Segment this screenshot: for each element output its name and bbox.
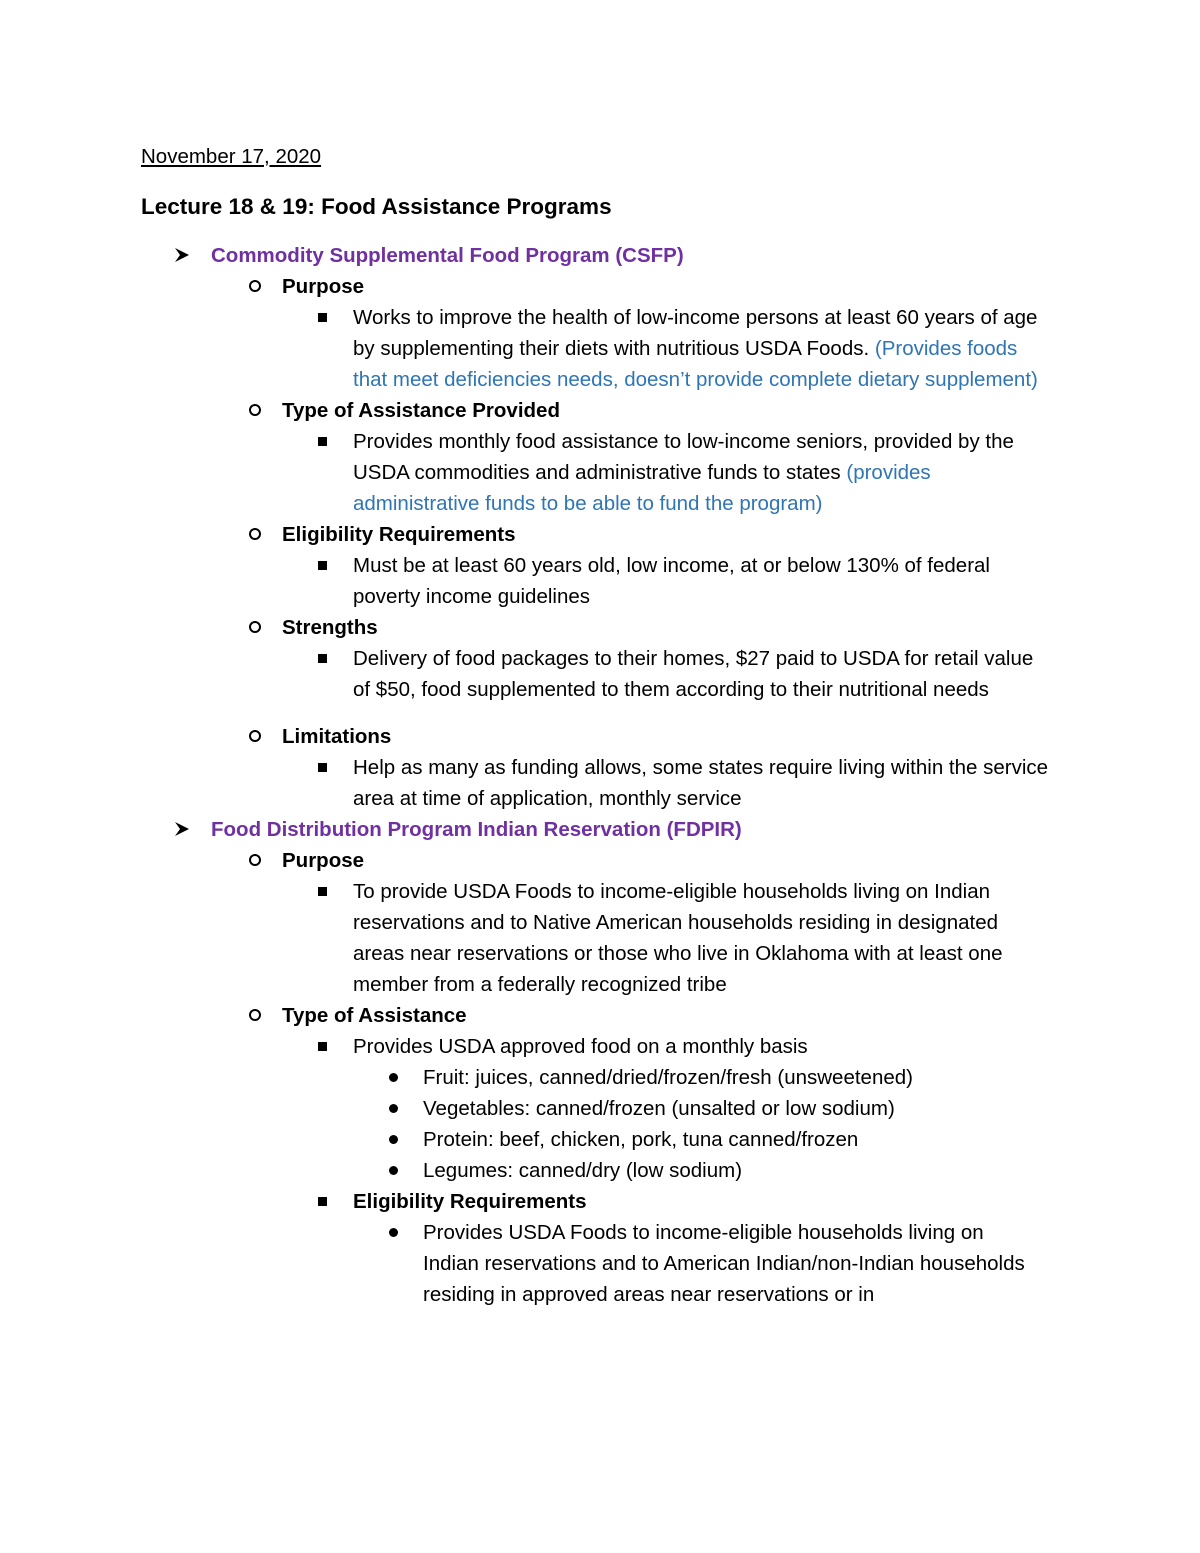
list-item: Delivery of food packages to their homes, $27 paid to USDA for retail value of $50, food supplemented to them according to their nutritional needs bbox=[0, 643, 1053, 705]
dot-bullet-icon bbox=[389, 1228, 398, 1237]
list-item: Eligibility Requirements bbox=[0, 1186, 1053, 1217]
circle-bullet-icon bbox=[249, 1009, 261, 1021]
section-heading: Limitations bbox=[0, 721, 1062, 752]
circle-bullet-icon bbox=[249, 280, 261, 292]
list-item: Must be at least 60 years old, low income, at or below 130% of federal poverty income guidelines bbox=[0, 550, 1053, 612]
square-bullet-icon bbox=[318, 437, 327, 446]
circle-bullet-icon bbox=[249, 730, 261, 742]
list-item: Provides monthly food assistance to low-income seniors, provided by the USDA commodities and administrative funds to states (provides administrative funds to be able to fund the program) bbox=[0, 426, 1053, 519]
section-heading: Type of Assistance Provided bbox=[0, 395, 1062, 426]
sub-list-item: Protein: beef, chicken, pork, tuna canned/frozen bbox=[0, 1124, 1043, 1155]
lecture-date: November 17, 2020 bbox=[141, 145, 322, 168]
dot-bullet-icon bbox=[389, 1073, 398, 1082]
circle-bullet-icon bbox=[249, 854, 261, 866]
arrowhead-bullet-icon bbox=[174, 821, 190, 837]
dot-bullet-icon bbox=[389, 1135, 398, 1144]
square-bullet-icon bbox=[318, 1197, 327, 1206]
dot-bullet-icon bbox=[389, 1166, 398, 1175]
section-heading: Purpose bbox=[0, 845, 1062, 876]
list-item: Works to improve the health of low-income persons at least 60 years of age by supplementing their diets with nutritious USDA Foods. (Provides foods that meet deficiencies needs, doesn’t provide complete dietary supplement) bbox=[0, 302, 1053, 395]
square-bullet-icon bbox=[318, 1042, 327, 1051]
square-bullet-icon bbox=[318, 654, 327, 663]
square-bullet-icon bbox=[318, 313, 327, 322]
list-item: Provides USDA approved food on a monthly basis bbox=[0, 1031, 1053, 1062]
outline bbox=[0, 240, 1200, 1310]
arrowhead-bullet-icon bbox=[174, 247, 190, 263]
sub-list-item: Fruit: juices, canned/dried/frozen/fresh (unsweetened) bbox=[0, 1062, 1043, 1093]
square-bullet-icon bbox=[318, 887, 327, 896]
program-heading: Commodity Supplemental Food Program (CSFP) bbox=[0, 240, 1071, 271]
section-heading: Purpose bbox=[0, 271, 1062, 302]
program-heading: Food Distribution Program Indian Reservation (FDPIR) bbox=[0, 814, 1071, 845]
dot-bullet-icon bbox=[389, 1104, 398, 1113]
section-heading: Strengths bbox=[0, 612, 1062, 643]
sub-list-item: Vegetables: canned/frozen (unsalted or low sodium) bbox=[0, 1093, 1043, 1124]
annotation-note: (provides administrative funds to be able to fund the program) bbox=[353, 461, 931, 515]
sub-list-item: Legumes: canned/dry (low sodium) bbox=[0, 1155, 1043, 1186]
circle-bullet-icon bbox=[249, 528, 261, 540]
square-bullet-icon bbox=[318, 763, 327, 772]
section-heading: Type of Assistance bbox=[0, 1000, 1062, 1031]
annotation-note: (Provides foods that meet deficiencies needs, doesn’t provide complete dietary supplement) bbox=[353, 337, 1038, 391]
list-item: To provide USDA Foods to income-eligible households living on Indian reservations and to Native American households residing in designated areas near reservations or those who live in Oklahoma with at least one member from a federally recognized tribe bbox=[0, 876, 1053, 1000]
sub-list-item: Provides USDA Foods to income-eligible households living on Indian reservations and to American Indian/non-Indian households residing in approved areas near reservations or in bbox=[0, 1217, 1043, 1310]
section-heading: Eligibility Requirements bbox=[0, 519, 1062, 550]
square-bullet-icon bbox=[318, 561, 327, 570]
circle-bullet-icon bbox=[249, 621, 261, 633]
lecture-title: Lecture 18 & 19: Food Assistance Programs bbox=[141, 194, 612, 219]
circle-bullet-icon bbox=[249, 404, 261, 416]
list-item: Help as many as funding allows, some states require living within the service area at time of application, monthly service bbox=[0, 752, 1053, 814]
